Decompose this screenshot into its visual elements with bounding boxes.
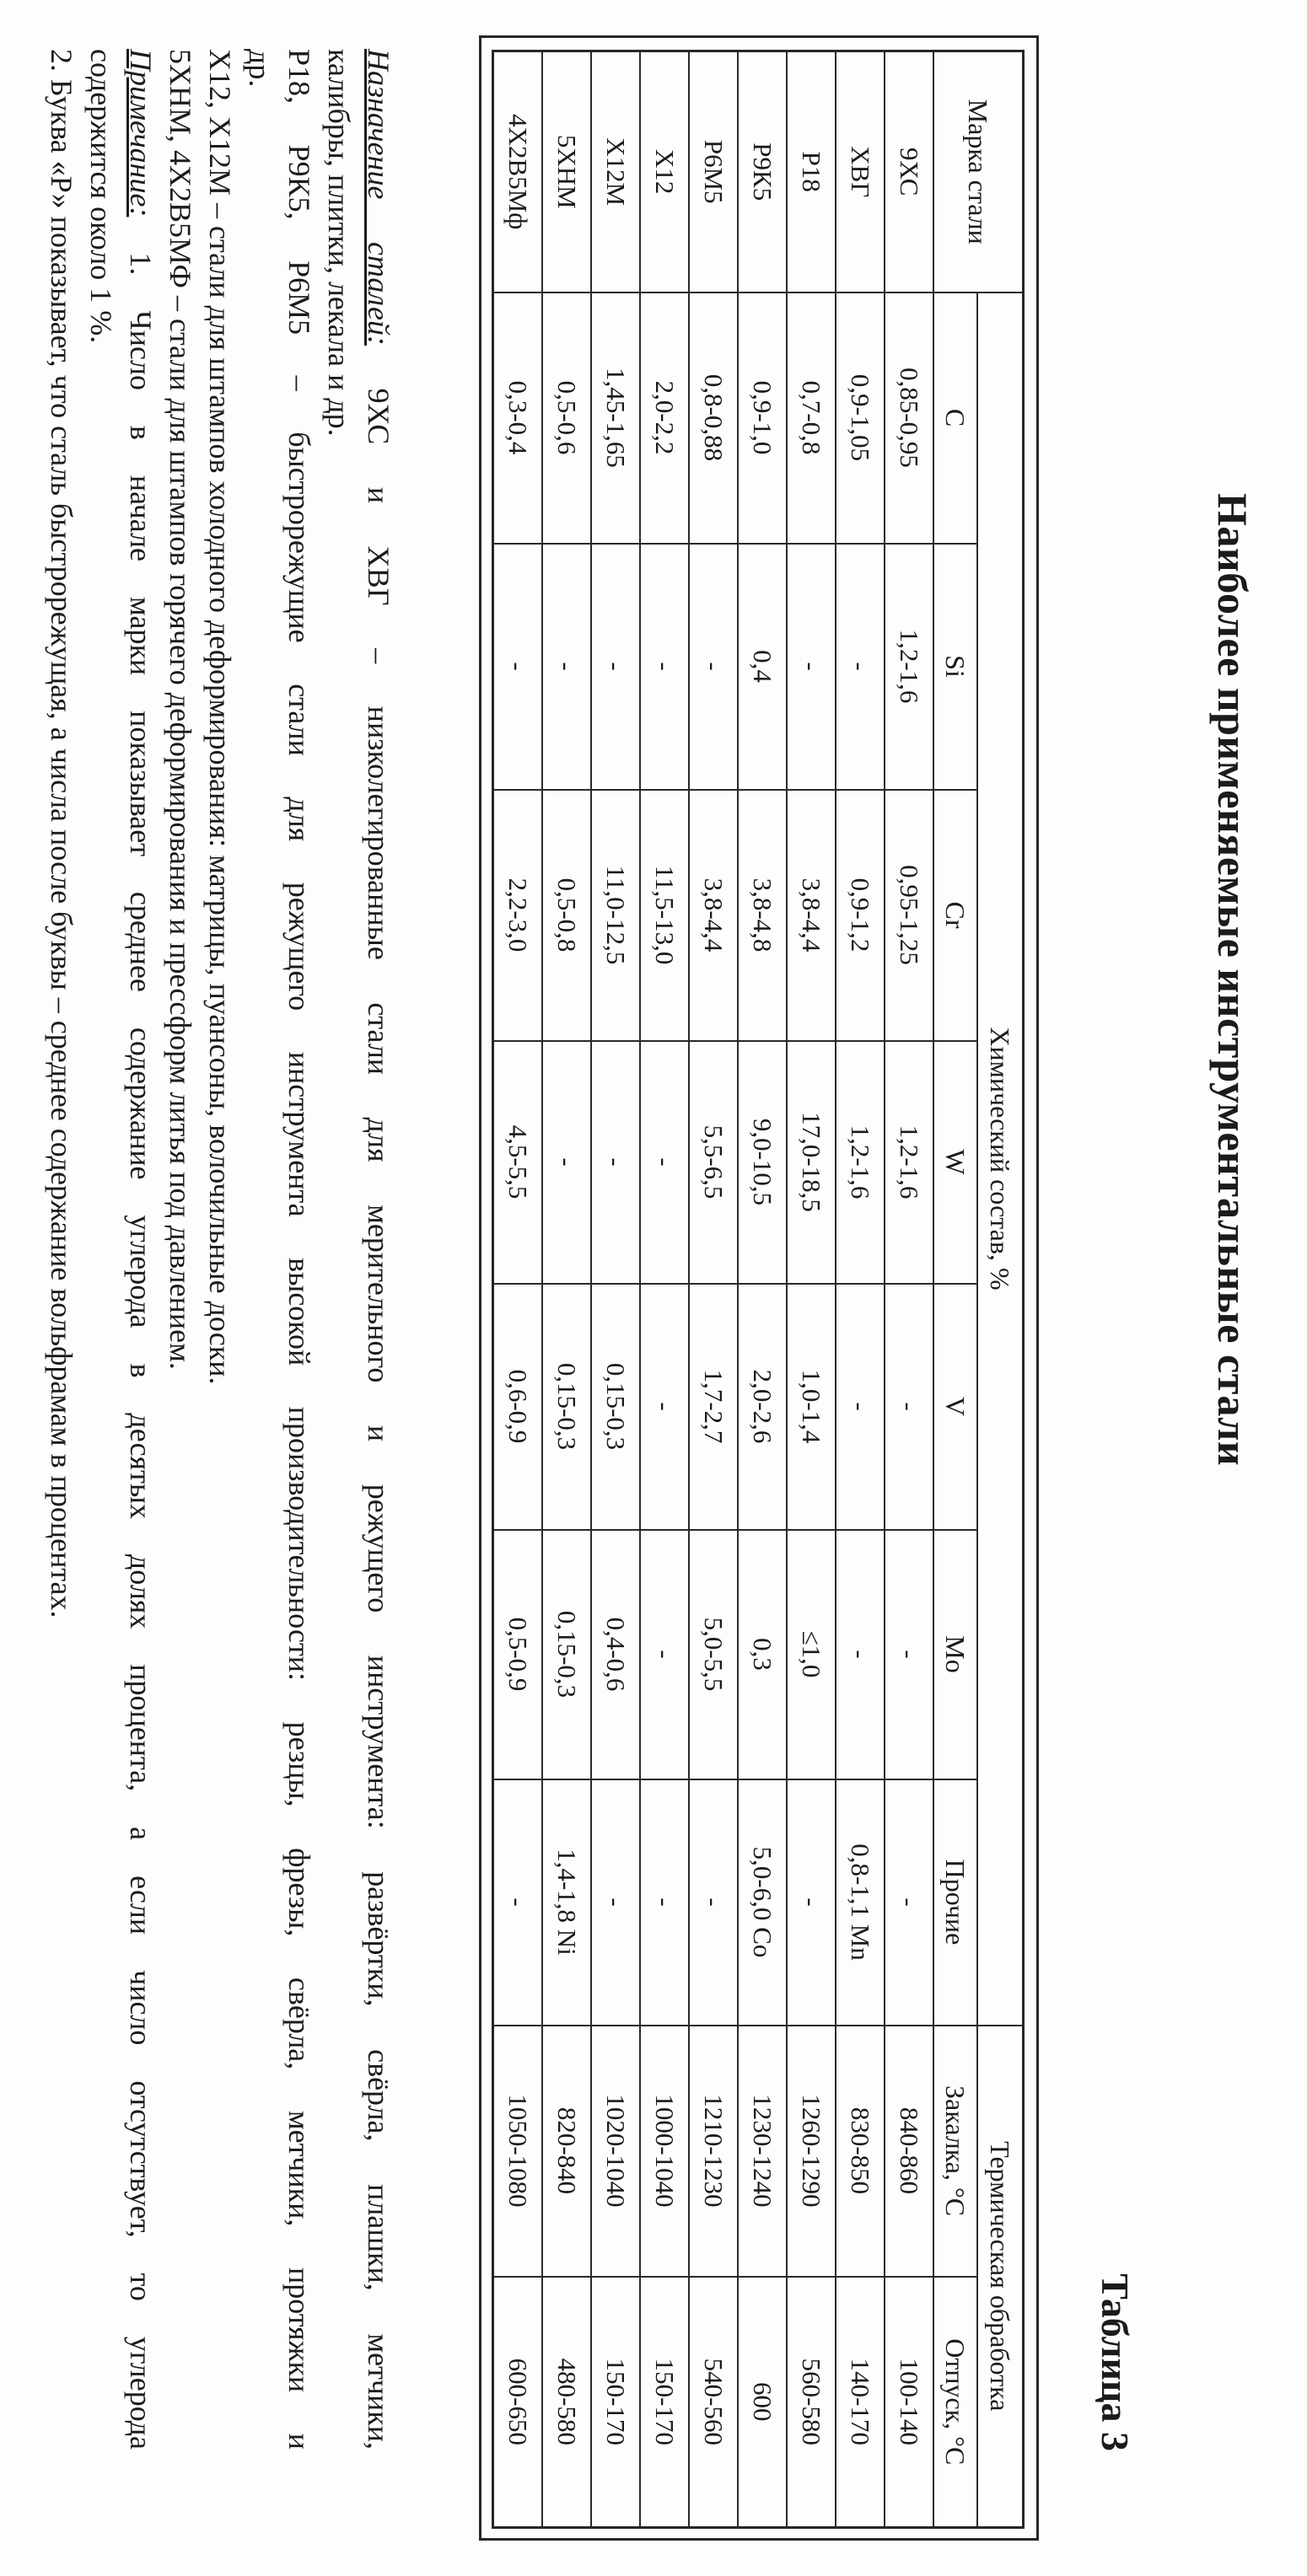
table-cell: - [787, 1779, 836, 2026]
row-grade-cell: Р18 [787, 51, 836, 292]
table-cell: 1000-1040 [640, 2026, 689, 2277]
footnote-text: Х12, Х12М – стали для штампов холодного деформирования: матрицы, пуансоны, волочильные доски. [203, 49, 237, 1385]
table-cell: 0,5-0,6 [542, 292, 591, 544]
table-cell: - [591, 544, 640, 790]
table-cell: 0,95-1,25 [885, 790, 933, 1041]
footnote-text: 2. Буква «Р» показывает, что сталь быстрорежущая, а числа после буквы – среднее содержание вольфрамам в процентах. [45, 49, 78, 1618]
table-cell: 0,8-0,88 [689, 292, 738, 544]
table-cell: 150-170 [591, 2277, 640, 2528]
table-cell: 3,8-4,4 [689, 790, 738, 1041]
table-cell: 0,4 [738, 544, 787, 790]
footnotes [41, 49, 398, 2450]
table-cell: - [689, 1779, 738, 2026]
table-cell: 820-840 [542, 2026, 591, 2277]
row-grade-cell: Р9К5 [738, 51, 787, 292]
table-cell: 0,3 [738, 1530, 787, 1779]
table-cell: - [493, 544, 542, 790]
table-cell: 1,7-2,7 [689, 1284, 738, 1530]
table-cell: 0,9-1,2 [836, 790, 885, 1041]
header-columns-row [933, 51, 977, 2528]
header-grade: Марка стали [933, 51, 1024, 292]
table-cell: - [542, 1041, 591, 1284]
table-cell: 1,2-1,6 [836, 1041, 885, 1284]
table-cell: 2,0-2,2 [640, 292, 689, 544]
header-col-w: W [933, 1041, 977, 1284]
header-col-temper: Отпуск, °С [933, 2277, 977, 2528]
table-cell: 3,8-4,8 [738, 790, 787, 1041]
row-grade-cell: Р6М5 [689, 51, 738, 292]
table-cell: 100-140 [885, 2277, 933, 2528]
table-cell: 0,5-0,9 [493, 1530, 542, 1779]
table-cell: 1,2-1,6 [885, 1041, 933, 1284]
row-grade-cell: 9ХС [885, 51, 933, 292]
header-col-si: Si [933, 544, 977, 790]
footnote-line [319, 49, 358, 2450]
table-cell: - [542, 544, 591, 790]
table-cell: 0,9-1,05 [836, 292, 885, 544]
table-row [836, 51, 885, 2528]
table-cell: 0,5-0,8 [542, 790, 591, 1041]
table-cell: - [836, 1284, 885, 1530]
footnote-text: др. [243, 49, 277, 88]
table-cell: 5,0-6,0 Co [738, 1779, 787, 2026]
header-col-c: С [933, 292, 977, 544]
table-cell: 1,45-1,65 [591, 292, 640, 544]
table-cell: - [787, 544, 836, 790]
header-heat-group: Термическая обработка [977, 2026, 1024, 2528]
table-cell: 0,15-0,3 [591, 1284, 640, 1530]
table-cell: - [493, 1779, 542, 2026]
table-body [493, 51, 933, 2528]
table-cell: 600-650 [493, 2277, 542, 2528]
table-cell: 0,4-0,6 [591, 1530, 640, 1779]
table-cell: - [640, 1284, 689, 1530]
table-cell: 540-560 [689, 2277, 738, 2528]
footnote-line [121, 49, 160, 2450]
table-cell: 1,2-1,6 [885, 544, 933, 790]
table-cell: 0,3-0,4 [493, 292, 542, 544]
table-cell: 9,0-10,5 [738, 1041, 787, 1284]
footnote-lead: Примечание: [124, 49, 158, 217]
table-cell: 1260-1290 [787, 2026, 836, 2277]
footnote-line [200, 49, 239, 2450]
table-cell: 830-850 [836, 2026, 885, 2277]
table-cell: 4,5-5,5 [493, 1041, 542, 1284]
header-chemical-group: Химический состав, % [977, 292, 1024, 2026]
table-cell: - [689, 544, 738, 790]
table-row [542, 51, 591, 2528]
table-cell: - [640, 544, 689, 790]
table-outer-frame [479, 35, 1039, 2541]
table-cell: 1,4-1,8 Ni [542, 1779, 591, 2026]
steel-grades-table [492, 50, 1025, 2529]
table-row [787, 51, 836, 2528]
table-cell: ≤1,0 [787, 1530, 836, 1779]
row-grade-cell: Х12 [640, 51, 689, 292]
header-col-cr: Cr [933, 790, 977, 1041]
footnote-line [160, 49, 200, 2450]
table-cell: 560-580 [787, 2277, 836, 2528]
table-cell: 1050-1080 [493, 2026, 542, 2277]
table-cell: 0,85-0,95 [885, 292, 933, 544]
table-cell: - [640, 1530, 689, 1779]
footnote-text: калибры, плитки, лекала и др. [322, 49, 356, 437]
table-cell: - [885, 1284, 933, 1530]
table-row [738, 51, 787, 2528]
table-cell: 150-170 [640, 2277, 689, 2528]
header-col-mo: Mo [933, 1530, 977, 1779]
table-cell: 0,9-1,0 [738, 292, 787, 544]
footnote-text: 1. Число в начале марки показывает среднее содержание углерода в десятых долях процента, а если число отсутствует, то углерода [124, 217, 158, 2450]
table-cell: - [640, 1041, 689, 1284]
table-cell: 11,5-13,0 [640, 790, 689, 1041]
table-row [885, 51, 933, 2528]
table-row [493, 51, 542, 2528]
table-cell: 1,0-1,4 [787, 1284, 836, 1530]
table-cell: 0,8-1,1 Mn [836, 1779, 885, 2026]
table-cell: 3,8-4,4 [787, 790, 836, 1041]
row-grade-cell: 5ХНМ [542, 51, 591, 292]
table-cell: - [591, 1779, 640, 2026]
footnote-line [239, 49, 279, 2450]
footnote-line [279, 49, 319, 2450]
table-cell: 600 [738, 2277, 787, 2528]
header-col-other: Прочие [933, 1779, 977, 2026]
header-col-quench: Закалка, °С [933, 2026, 977, 2277]
table-cell: - [640, 1779, 689, 2026]
footnote-line [41, 49, 81, 2450]
table-number-label: Таблица 3 [1094, 2273, 1137, 2451]
table-cell: 2,2-3,0 [493, 790, 542, 1041]
table-cell: - [836, 544, 885, 790]
table-cell: - [885, 1779, 933, 2026]
table-cell: 5,0-5,5 [689, 1530, 738, 1779]
footnote-lead: Назначение сталей: [362, 49, 395, 346]
table-cell: 0,6-0,9 [493, 1284, 542, 1530]
table-cell: 1230-1240 [738, 2026, 787, 2277]
row-grade-cell: Х12М [591, 51, 640, 292]
table-cell: 2,0-2,6 [738, 1284, 787, 1530]
footnote-text: Р18, Р9К5, Р6М5 – быстрорежущие стали для режущего инструмента высокой производительности: резцы, фрезы, свёрла, метчики, протяжки и [282, 49, 316, 2450]
table-cell: 140-170 [836, 2277, 885, 2528]
row-grade-cell: ХВГ [836, 51, 885, 292]
table-cell: 11,0-12,5 [591, 790, 640, 1041]
table-row [640, 51, 689, 2528]
table-cell: - [885, 1530, 933, 1779]
document-title: Наиболее применяемые инструментальные стали [1209, 493, 1256, 1467]
header-col-v: V [933, 1284, 977, 1530]
table-cell: 0,7-0,8 [787, 292, 836, 544]
footnote-line [81, 49, 121, 2450]
table-row [591, 51, 640, 2528]
row-grade-cell: 4Х2В5Мф [493, 51, 542, 292]
table-cell: 1020-1040 [591, 2026, 640, 2277]
table-cell: 0,15-0,3 [542, 1284, 591, 1530]
header-group-row [977, 51, 1024, 2528]
table-cell: - [591, 1041, 640, 1284]
footnote-text: 5ХНМ, 4Х2В5МФ – стали для штампов горячего деформирования и прессформ литья под давлением. [164, 49, 197, 1370]
table-cell: 840-860 [885, 2026, 933, 2277]
table-cell: 17,0-18,5 [787, 1041, 836, 1284]
table-cell: 1210-1230 [689, 2026, 738, 2277]
table-row [689, 51, 738, 2528]
table-cell: 480-580 [542, 2277, 591, 2528]
footnote-text: содержится около 1 %. [84, 49, 118, 344]
footnote-text: 9ХС и ХВГ – низколегированные стали для мерительного и режущего инструмента: развёртки, свёрла, плашки, метчики, [362, 346, 395, 2450]
table-cell: - [836, 1530, 885, 1779]
footnote-line [358, 49, 398, 2450]
table-cell: 5,5-6,5 [689, 1041, 738, 1284]
table-cell: 0,15-0,3 [542, 1530, 591, 1779]
